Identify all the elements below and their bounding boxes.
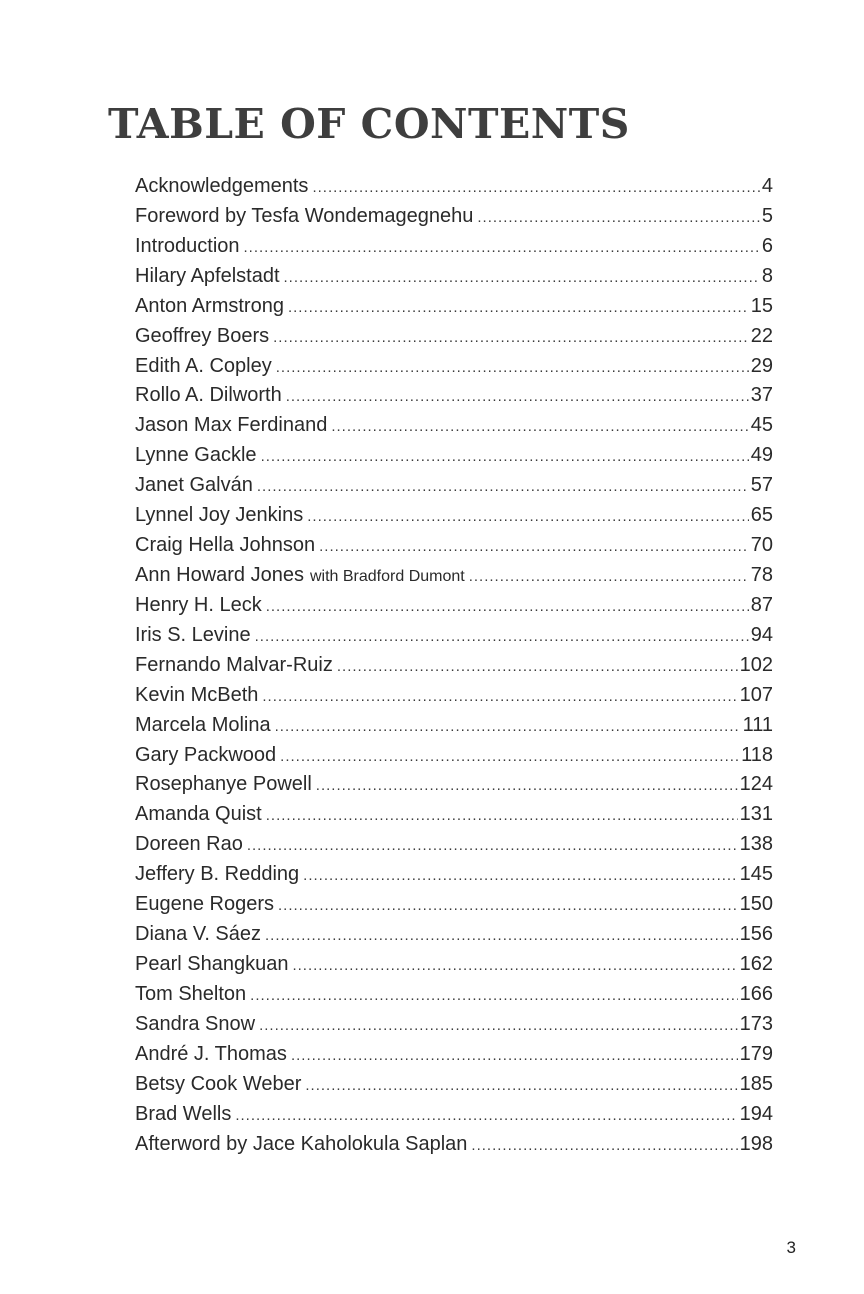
toc-dot-leader	[307, 502, 749, 532]
toc-entry-title: Lynnel Joy Jenkins	[135, 504, 304, 527]
toc-dot-leader	[286, 382, 749, 412]
table-of-contents	[135, 172, 773, 1159]
toc-dot-leader	[337, 652, 738, 682]
toc-entry[interactable]	[135, 501, 773, 531]
toc-entry-page: 166	[739, 982, 773, 1005]
toc-entry[interactable]	[135, 1100, 773, 1130]
toc-dot-leader	[305, 1071, 737, 1101]
toc-entry[interactable]	[135, 860, 773, 890]
toc-entry[interactable]	[135, 741, 773, 771]
toc-entry[interactable]	[135, 322, 773, 352]
toc-entry-title: Eugene Rogers	[135, 893, 274, 916]
toc-dot-leader	[469, 562, 749, 592]
toc-dot-leader	[259, 1011, 738, 1041]
toc-entry[interactable]	[135, 920, 773, 950]
toc-entry[interactable]	[135, 262, 773, 292]
toc-entry[interactable]	[135, 202, 773, 232]
toc-entry-title: Iris S. Levine	[135, 623, 251, 646]
toc-dot-leader	[266, 801, 738, 831]
toc-entry-page: 5	[761, 204, 773, 227]
toc-dot-leader	[292, 951, 737, 981]
toc-dot-leader	[235, 1101, 737, 1131]
toc-entry-page: 70	[750, 534, 773, 557]
page-number: 3	[786, 1238, 796, 1257]
toc-entry[interactable]	[135, 890, 773, 920]
toc-entry-title: Fernando Malvar-Ruiz	[135, 653, 333, 676]
toc-entry-page: 145	[739, 863, 773, 886]
toc-entry[interactable]	[135, 561, 773, 591]
toc-entry-title: Doreen Rao	[135, 833, 243, 856]
toc-entry[interactable]	[135, 711, 773, 741]
toc-entry[interactable]	[135, 411, 773, 441]
toc-entry-page: 8	[761, 264, 773, 287]
toc-entry-page: 94	[750, 623, 773, 646]
toc-dot-leader	[471, 1131, 737, 1161]
toc-entry[interactable]	[135, 800, 773, 830]
toc-entry[interactable]	[135, 172, 773, 202]
toc-entry-title: Geoffrey Boers	[135, 324, 270, 347]
toc-dot-leader	[331, 412, 748, 442]
toc-entry-title: Brad Wells	[135, 1102, 232, 1125]
toc-entry-title: Marcela Molina	[135, 713, 271, 736]
toc-dot-leader	[266, 592, 749, 622]
toc-dot-leader	[275, 712, 741, 742]
toc-dot-leader	[262, 682, 737, 712]
toc-dot-leader	[261, 442, 749, 472]
toc-entry-title: Diana V. Sáez	[135, 923, 262, 946]
toc-entry[interactable]	[135, 770, 773, 800]
toc-dot-leader	[316, 771, 738, 801]
toc-entry-page: 87	[750, 593, 773, 616]
toc-entry[interactable]	[135, 651, 773, 681]
toc-dot-leader	[312, 173, 759, 203]
toc-entry-title: Amanda Quist	[135, 803, 262, 826]
toc-dot-leader	[265, 921, 738, 951]
toc-entry[interactable]	[135, 531, 773, 561]
toc-dot-leader	[477, 203, 760, 233]
toc-entry-title: Betsy Cook Weber	[135, 1072, 302, 1095]
toc-entry-title: Gary Packwood	[135, 743, 277, 766]
toc-dot-leader	[255, 622, 749, 652]
toc-entry-page: 179	[739, 1042, 773, 1065]
toc-dot-leader	[278, 891, 738, 921]
toc-dot-leader	[319, 532, 749, 562]
toc-dot-leader	[288, 293, 749, 323]
toc-dot-leader	[257, 472, 749, 502]
toc-entry-page: 124	[739, 773, 773, 796]
toc-entry[interactable]	[135, 232, 773, 262]
toc-dot-leader	[284, 263, 760, 293]
toc-entry-title: Jason Max Ferdinand	[135, 414, 328, 437]
toc-entry-page: 15	[750, 294, 773, 317]
page-title: TABLE OF CONTENTS	[108, 100, 630, 148]
toc-entry[interactable]	[135, 352, 773, 382]
toc-dot-leader	[303, 861, 737, 891]
toc-entry-title: Janet Galván	[135, 474, 253, 497]
toc-entry-title: Jeffery B. Redding	[135, 863, 300, 886]
toc-entry[interactable]	[135, 1010, 773, 1040]
toc-entry[interactable]	[135, 292, 773, 322]
toc-entry-title: Anton Armstrong	[135, 294, 284, 317]
toc-dot-leader	[291, 1041, 738, 1071]
toc-entry-page: 4	[761, 175, 773, 197]
toc-entry-title: Rollo A. Dilworth	[135, 384, 282, 407]
toc-entry-page: 185	[739, 1072, 773, 1095]
toc-entry[interactable]	[135, 681, 773, 711]
toc-entry[interactable]	[135, 830, 773, 860]
toc-entry-title: Lynne Gackle	[135, 444, 257, 467]
toc-entry-page: 198	[739, 1132, 773, 1155]
toc-entry-title: Craig Hella Johnson	[135, 534, 316, 557]
toc-entry-page: 78	[750, 563, 773, 586]
toc-entry[interactable]	[135, 441, 773, 471]
toc-entry[interactable]	[135, 950, 773, 980]
toc-entry-title: André J. Thomas	[135, 1042, 287, 1065]
toc-entry-page: 37	[750, 384, 773, 407]
toc-entry-page: 29	[750, 354, 773, 377]
toc-entry-page: 45	[750, 414, 773, 437]
toc-entry-page: 102	[739, 653, 773, 676]
toc-entry-page: 118	[741, 743, 773, 766]
toc-entry-page: 22	[750, 324, 773, 347]
toc-entry-title: Foreword by Tesfa Wondemagegnehu	[135, 204, 474, 227]
toc-dot-leader	[247, 831, 738, 861]
toc-entry-page: 194	[739, 1102, 773, 1125]
toc-entry-title: Kevin McBeth	[135, 683, 259, 706]
toc-entry-title: Sandra Snow	[135, 1012, 256, 1035]
toc-entry-page: 150	[739, 893, 773, 916]
toc-entry-title	[135, 561, 465, 592]
toc-entry[interactable]	[135, 1130, 773, 1160]
toc-entry-title: Introduction	[135, 234, 240, 257]
toc-entry[interactable]	[135, 591, 773, 621]
toc-entry-page: 131	[739, 803, 773, 826]
toc-entry-page: 111	[742, 713, 773, 736]
toc-entry[interactable]	[135, 1070, 773, 1100]
toc-dot-leader	[280, 742, 739, 772]
toc-entry-title: Afterword by Jace Kaholokula Saplan	[135, 1132, 468, 1155]
toc-entry[interactable]	[135, 471, 773, 501]
toc-entry-page: 107	[739, 683, 773, 706]
toc-entry-page: 162	[739, 952, 773, 975]
toc-entry[interactable]	[135, 980, 773, 1010]
toc-entry-page: 173	[739, 1012, 773, 1035]
toc-entry-name: Ann Howard Jones	[135, 563, 304, 586]
toc-entry-title: Edith A. Copley	[135, 354, 272, 377]
toc-dot-leader	[244, 233, 760, 263]
toc-entry-title: Tom Shelton	[135, 982, 247, 1005]
toc-entry-title: Pearl Shangkuan	[135, 952, 289, 975]
toc-entry-subtitle: with Bradford Dumont	[309, 567, 465, 585]
toc-entry-page: 65	[750, 504, 773, 527]
toc-dot-leader	[276, 353, 749, 383]
toc-entry-page: 57	[750, 474, 773, 497]
toc-dot-leader	[273, 323, 749, 353]
toc-entry[interactable]	[135, 381, 773, 411]
toc-entry[interactable]	[135, 1040, 773, 1070]
toc-entry[interactable]	[135, 621, 773, 651]
toc-entry-title: Acknowledgements	[135, 175, 309, 197]
toc-dot-leader	[250, 981, 737, 1011]
toc-entry-title: Hilary Apfelstadt	[135, 264, 280, 287]
toc-entry-title: Henry H. Leck	[135, 593, 262, 616]
toc-entry-page: 49	[750, 444, 773, 467]
toc-entry-page: 156	[739, 923, 773, 946]
toc-entry-title: Rosephanye Powell	[135, 773, 312, 796]
toc-entry-page: 6	[761, 234, 773, 257]
toc-entry-page: 138	[739, 833, 773, 856]
